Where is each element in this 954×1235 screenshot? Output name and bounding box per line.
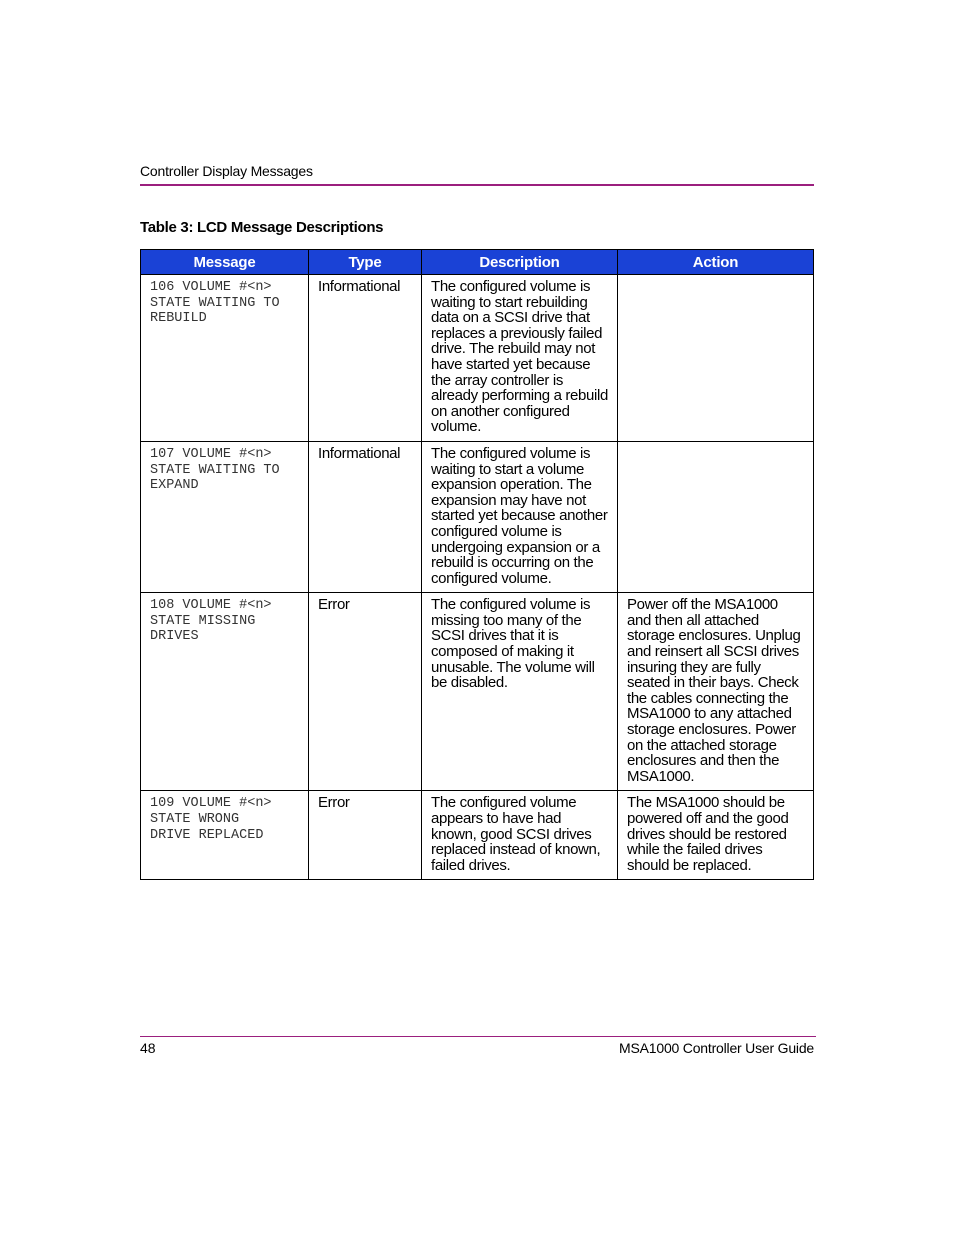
description-cell: The configured volume appears to have had known, good SCSI drives replaced instead of known, failed drives.: [422, 791, 618, 880]
action-cell: [618, 275, 814, 442]
message-line: 108 VOLUME #<n>: [150, 598, 272, 614]
message-cell: [141, 593, 309, 791]
description-cell: The configured volume is missing too many of the SCSI drives that it is composed of making it unusable. The volume will be disabled.: [422, 593, 618, 791]
description-cell: The configured volume is waiting to start a volume expansion operation. The expansion may have not started yet because another configured volume is undergoing expansion or a rebuild is occurring on the configured volume.: [422, 441, 618, 592]
message-line: 106 VOLUME #<n>: [150, 280, 272, 295]
message-line: STATE WAITING TO: [150, 295, 280, 311]
action-cell: [618, 441, 814, 592]
message-line: EXPAND: [150, 478, 199, 494]
action-cell: Power off the MSA1000 and then all attached storage enclosures. Unplug and reinsert all SCSI drives insuring they are fully seated in their bays. Check the cables connecting the MSA1000 to any attached storage enclosures. Power on the attached storage enclosures and then the MSA1000.: [618, 593, 814, 791]
action-cell: The MSA1000 should be powered off and the good drives should be restored while the failed drives should be replaced.: [618, 791, 814, 880]
message-line: DRIVE REPLACED: [150, 827, 264, 843]
type-cell: Informational: [309, 441, 422, 592]
table-row: [141, 593, 814, 791]
guide-title: MSA1000 Controller User Guide: [619, 1040, 814, 1056]
message-cell: [141, 441, 309, 592]
type-cell: Error: [309, 593, 422, 791]
message-line: DRIVES: [150, 629, 199, 645]
running-head: Controller Display Messages: [140, 163, 313, 179]
page-number: 48: [140, 1040, 156, 1056]
message-line: 109 VOLUME #<n>: [150, 796, 272, 812]
type-cell: Informational: [309, 275, 422, 442]
message-cell: [141, 275, 309, 442]
message-line: STATE WRONG: [150, 812, 240, 827]
table-header-row: [141, 250, 814, 275]
header-description: Description: [422, 250, 618, 275]
footer-rule: [140, 1036, 816, 1037]
table-row: [141, 275, 814, 442]
message-cell: [141, 791, 309, 880]
message-line: STATE MISSING: [150, 613, 256, 629]
table-caption: Table 3: LCD Message Descriptions: [140, 219, 384, 236]
header-action: Action: [618, 250, 814, 275]
table-row: [141, 441, 814, 592]
message-line: REBUILD: [150, 311, 207, 327]
message-line: STATE WAITING TO: [150, 462, 280, 478]
message-line: 107 VOLUME #<n>: [150, 446, 272, 462]
type-cell: Error: [309, 791, 422, 880]
header-message: Message: [141, 250, 309, 275]
header-type: Type: [309, 250, 422, 275]
lcd-message-table: [140, 249, 814, 880]
table-row: [141, 791, 814, 880]
description-cell: The configured volume is waiting to start rebuilding data on a SCSI drive that replaces a previously failed drive. The rebuild may not have started yet because the array controller is already performing a rebuild on another configured volume.: [422, 275, 618, 442]
header-rule: [140, 184, 814, 186]
